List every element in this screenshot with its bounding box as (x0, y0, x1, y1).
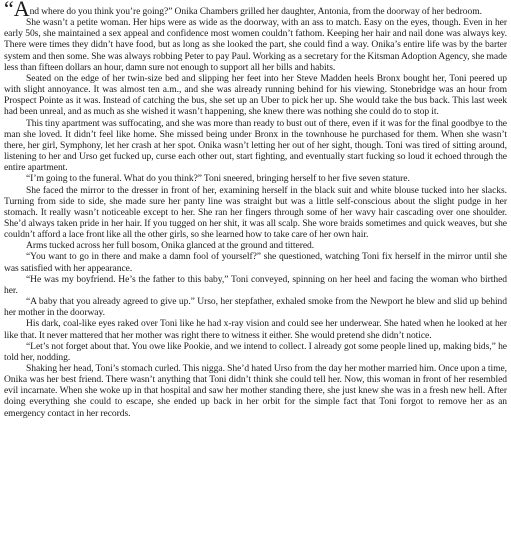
paragraph: She wasn’t a petite woman. Her hips were as wide as the doorway, with an ass to match. Easy on the eyes, though. Even in her early 50s, she maintained a sex appeal and confidence most women couldn’t fathom. Keeping her hair and nail done was always key. There were times they didn’t have food, but as long as she looked the part, she could find a way. Onika’s entire life was by the barter system and then some. She was always robbing Peter to pay Paul. Working as a secretary for the Kitsman Adoption Agency, she made less than fifteen dollars an hour, damn sure not enough to support all her bills and habits. (4, 17, 507, 73)
paragraph: She faced the mirror to the dresser in front of her, examining herself in the black suit and white blouse tucked into her slacks. Turning from side to side, she made sure her panty line was straight but was a little self-conscious about the slight pudge in her stomach. It really wasn’t noticeable except to her. She ran her fingers through some of her wavy hair cascading over one shoulder. She’d always taken pride in her hair. If you tugged on her shit, it was all scalp. She wore braids sometimes and quick weaves, but she couldn’t afford a lace front like all the other girls, so she learned how to take care of her own hair. (4, 184, 507, 241)
paragraph-text: nd where do you think you’re going?” Onika Chambers grilled her daughter, Antonia, from the doorway of her bedroom. (29, 6, 482, 17)
paragraph: “I’m going to the funeral. What do you think?” Toni sneered, bringing herself to her five seven stature. (26, 173, 410, 185)
paragraph: This tiny apartment was suffocating, and she was more than ready to bust out of there, even if it was for the final goodbye to the man she loved. It didn’t feel like home. She missed being under Bronx in the townhouse he purchased for them. When she wasn’t there, her girl, Symphony, let her crash at her spot. Onika wasn’t letting her out of her sight, though. Toni was tired of sitting around, listening to her and Urso get fucked up, curse each other out, start fighting, and eventually start fucking so loud it echoed through the entire apartment. (4, 117, 507, 174)
paragraph: “You want to go in there and make a damn fool of yourself?” she questioned, watching Toni fix herself in the mirror until she was satisfied with her appearance. (4, 251, 507, 274)
paragraph (4, 0, 507, 21)
paragraph: Arms tucked across her full bosom, Onika glanced at the ground and tittered. (26, 240, 315, 252)
document-body (4, 0, 507, 419)
paragraph: “He was my boyfriend. He’s the father to this baby,” Toni conveyed, spinning on her heel and facing the woman who birthed her. (4, 273, 507, 296)
paragraph: Seated on the edge of her twin-size bed and slipping her feet into her Steve Madden heels Bronx bought her, Toni peered up with slight annoyance. It was almost ten a.m., and she was already running behind for his viewing. Stonebridge was an hour from Prospect Pointe as it was. Instead of catching the bus, she set up an Uber to pick her up. She would take the bus back. This last week had been unreal, and as much as she wished it wasn’t happening, she knew there was nothing she could do to stop it. (4, 72, 507, 118)
paragraph: Shaking her head, Toni’s stomach curled. This nigga. She’d hated Urso from the day her mother married him. Once upon a time, Onika was her best friend. There wasn’t anything that Toni didn’t think she could tell her. Now, this woman in front of her resembled evil incarnate. When she woke up in that hospital and saw her mother standing there, she just knew she was in a fresh new hell. After doing everything she could to escape, she ended up back in her orbit for the simple fact that Toni forgot to remove her as an emergency contact in her records. (4, 363, 507, 419)
paragraph: His dark, coal-like eyes raked over Toni like he had x-ray vision and could see her underwear. She hated when he looked at her like that. It never mattered that her mother was right there to witness it either. She would pretend she didn’t notice. (4, 318, 507, 341)
drop-cap-opener: “A (4, 0, 30, 21)
paragraph: “A baby that you already agreed to give up.” Urso, her stepfather, exhaled smoke from the Newport he blew and slid up behind her mother in the doorway. (4, 296, 507, 319)
paragraph: “Let’s not forget about that. You owe like Pookie, and we intend to collect. I already got some people lined up, making bids,” he told her, nodding. (4, 340, 507, 363)
